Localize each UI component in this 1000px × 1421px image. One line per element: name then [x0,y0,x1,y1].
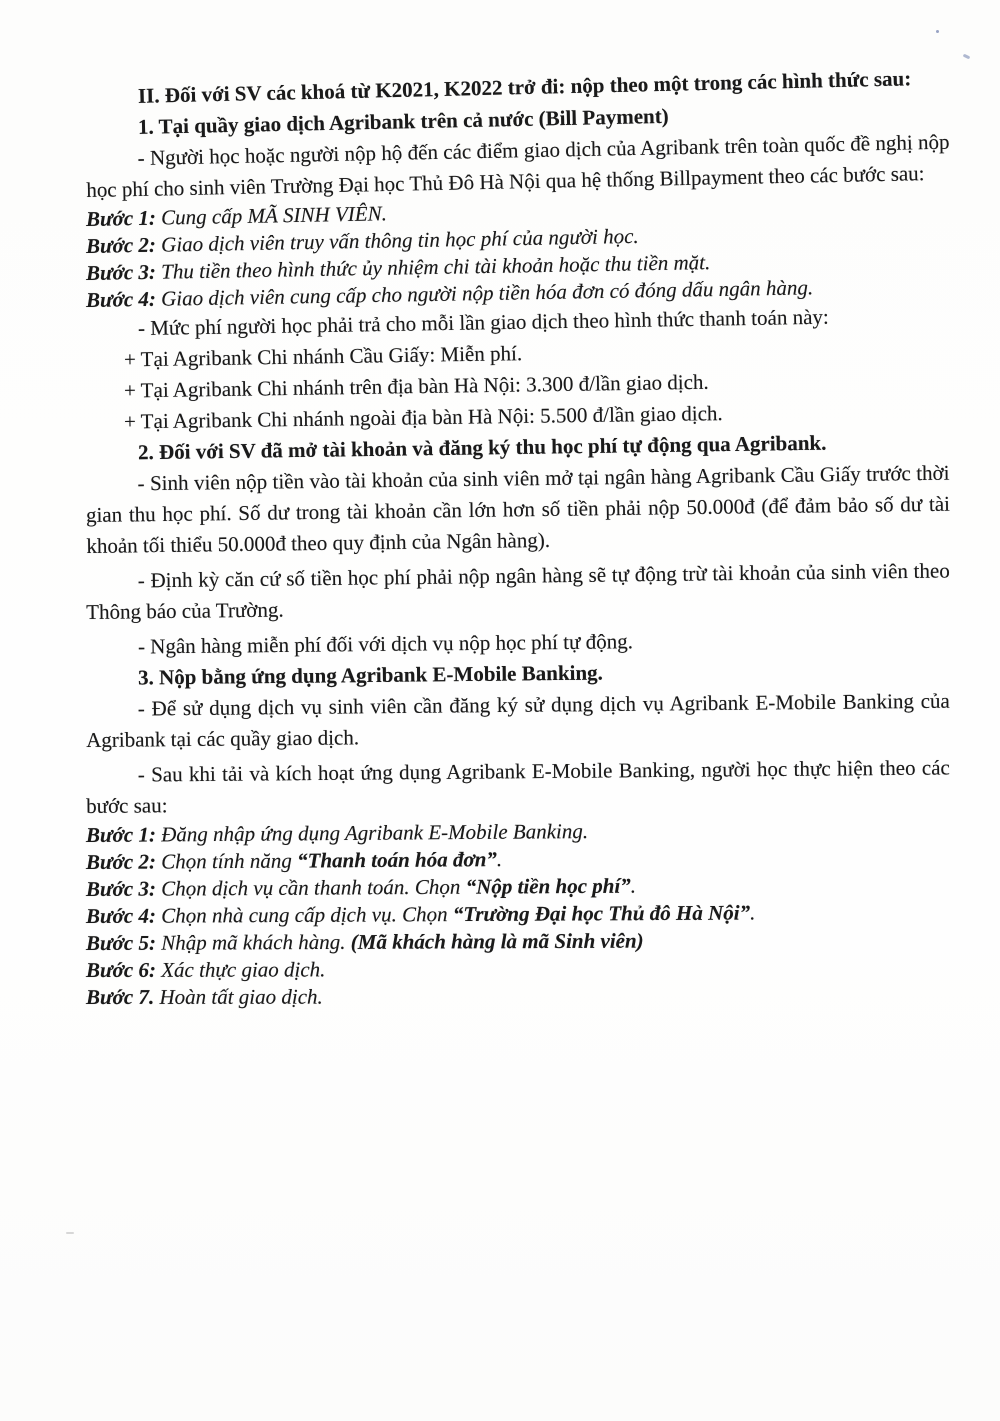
step-emphasis: “Nộp tiền học phí” [465,873,631,899]
document-body [85,66,951,1011]
step-emphasis: (Mã khách hàng là mã Sinh viên) [350,928,644,954]
step-text: Thu tiền theo hình thức ủy nhiệm chi tài khoản hoặc thu tiền mặt. [160,250,711,284]
method-3-step-5 [86,926,950,957]
step-label: Bước 3: [85,876,156,901]
scan-artifact-speck [66,1232,74,1234]
step-text: Giao dịch viên truy vấn thông tin học phí của người học. [160,223,639,257]
step-text: Nhập mã khách hàng. [161,929,351,955]
step-text: Hoàn tất giao dịch. [159,984,323,1009]
step-text: . [750,900,756,925]
step-text: Xác thực giao dịch. [161,957,326,982]
scan-artifact-speck [963,54,971,60]
step-emphasis: “Thanh toán hóa đơn” [297,847,497,873]
fee-item-hanoi: + Tại Agribank Chi nhánh trên địa bàn Hà Nội: 3.300 đ/lần giao dịch. [123,369,709,403]
step-text: Chọn nhà cung cấp dịch vụ. Chọn [161,902,453,928]
method-3-step-4 [86,898,950,930]
step-text: . [630,873,637,898]
heading-method-1: 1. Tại quầy giao dịch Agribank trên cả nước (Bill Payment) [137,103,669,139]
heading-method-3: 3. Nộp bằng ứng dụng Agribank E-Mobile Banking. [137,660,603,690]
scan-artifact-speck [936,30,939,33]
step-label: Bước 5: [85,930,156,955]
step-label: Bước 2: [85,849,157,874]
method-3-step-6 [86,955,950,984]
step-text: . [496,847,503,872]
fee-item-cau-giay: + Tại Agribank Chi nhánh Cầu Giấy: Miễn phí. [123,341,523,372]
step-text: Chọn dịch vụ cần thanh toán. Chọn [161,874,466,901]
fee-item-outside-hanoi: + Tại Agribank Chi nhánh ngoài địa bàn Hà Nội: 5.500 đ/lần giao dịch. [123,401,723,434]
method-1-intro: - Người học hoặc người nộp hộ đến các điểm giao dịch của Agribank trên toàn quốc đề nghị nộp học phí cho sinh viên Trường Đại học Thủ Đô Hà Nội qua hệ thống Billpayment theo các bước sau: [86,129,950,202]
step-label: Bước 4: [85,903,156,928]
step-emphasis: “Trường Đại học Thủ đô Hà Nội” [452,900,751,927]
step-label: Bước 7. [85,984,155,1009]
step-label: Bước 3: [85,259,157,285]
method-2-paragraph-3: - Ngân hàng miễn phí đối với dịch vụ nộp học phí tự động. [137,629,634,659]
step-text: Cung cấp MÃ SINH VIÊN. [160,201,388,230]
step-label: Bước 4: [85,286,157,312]
step-label: Bước 6: [85,957,156,982]
method-3-paragraph-1: - Để sử dụng dịch vụ sinh viên cần đăng ký sử dụng dịch vụ Agribank E-Mobile Banking của Agribank tại các quầy giao dịch. [86,688,950,752]
step-label: Bước 1: [85,205,157,231]
method-2-paragraph-1: - Sinh viên nộp tiền vào tài khoản của sinh viên mở tại ngân hàng Agribank Cầu Giấy trước thời gian thu học phí. Số dư trong tài khoản cần lớn hơn số tiền phải nộp 50.000đ (để đảm bảo số dư tài khoản tối thiểu 50.000đ theo quy định của Ngân hàng). [85,460,951,558]
step-text: Đăng nhập ứng dụng Agribank E-Mobile Banking. [161,819,589,847]
method-3-step-7 [86,982,950,1011]
step-label: Bước 1: [85,822,157,847]
step-text: Giao dịch viên cung cấp cho người nộp tiền hóa đơn có đóng dấu ngân hàng. [160,275,814,311]
fee-intro: - Mức phí người học phải trả cho mỗi lần giao dịch theo hình thức thanh toán này: [137,304,829,341]
heading-section-ii: II. Đối với SV các khoá từ K2021, K2022 trở đi: nộp theo một trong các hình thức sau: [137,66,912,108]
step-label: Bước 2: [85,232,157,258]
heading-method-2: 2. Đối với SV đã mở tài khoản và đăng ký thu học phí tự động qua Agribank. [137,430,827,465]
method-3-paragraph-2: - Sau khi tải và kích hoạt ứng dụng Agribank E-Mobile Banking, người học thực hiện theo các bước sau: [86,755,950,818]
method-2-paragraph-2: - Định kỳ căn cứ số tiền học phí phải nộp ngân hàng sẽ tự động trừ tài khoản của sinh viên theo Thông báo của Trường. [86,558,950,624]
step-text: Chọn tính năng [161,848,298,874]
